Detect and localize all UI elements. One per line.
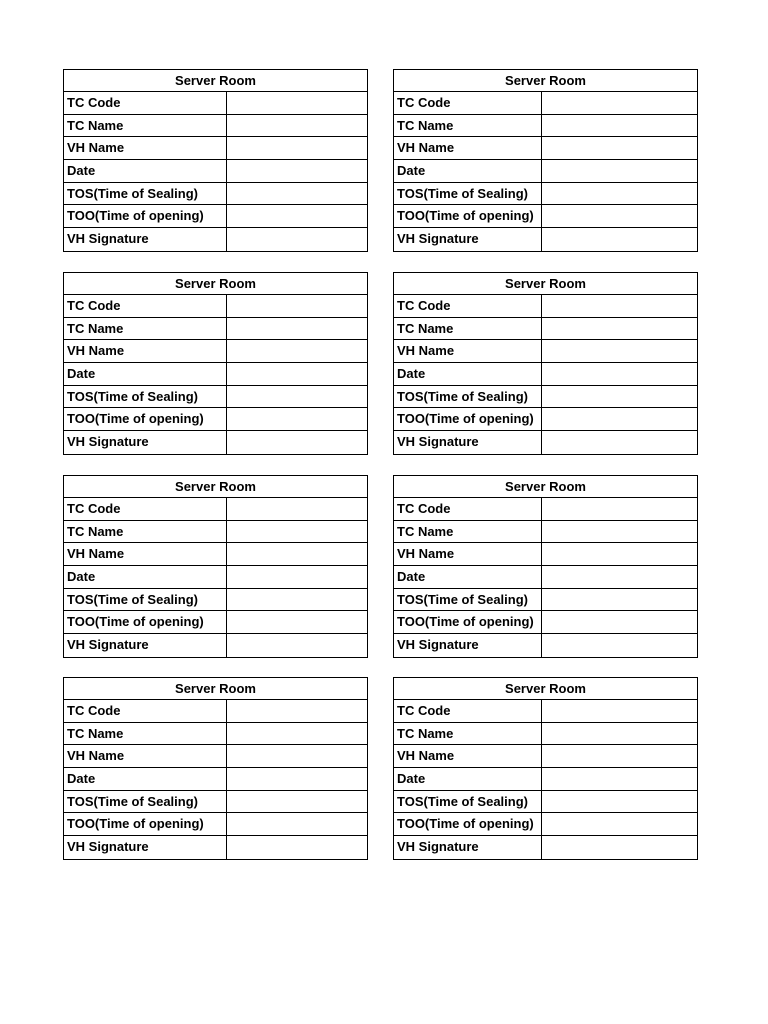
field-value-cell[interactable] xyxy=(542,543,697,565)
field-value-cell[interactable] xyxy=(542,498,697,520)
field-label: VH Signature xyxy=(64,634,227,657)
form-row xyxy=(64,745,367,768)
field-value-cell[interactable] xyxy=(227,498,367,520)
field-label: VH Name xyxy=(64,543,227,565)
field-label: TC Name xyxy=(394,521,542,543)
field-label: VH Signature xyxy=(64,228,227,251)
form-row xyxy=(394,723,697,746)
field-value-cell[interactable] xyxy=(227,723,367,745)
form-row xyxy=(394,363,697,386)
field-label: TC Name xyxy=(64,723,227,745)
form-row xyxy=(64,723,367,746)
field-value-cell[interactable] xyxy=(542,408,697,430)
server-room-form xyxy=(393,677,698,860)
form-row xyxy=(394,791,697,814)
field-label: TOO(Time of opening) xyxy=(394,611,542,633)
form-row xyxy=(394,634,697,657)
form-row xyxy=(64,768,367,791)
form-row xyxy=(394,700,697,723)
field-value-cell[interactable] xyxy=(542,160,697,182)
form-row xyxy=(64,340,367,363)
form-row xyxy=(394,813,697,836)
field-value-cell[interactable] xyxy=(227,768,367,790)
field-value-cell[interactable] xyxy=(227,589,367,611)
form-row xyxy=(64,813,367,836)
field-label: TOS(Time of Sealing) xyxy=(64,589,227,611)
field-label: Date xyxy=(394,768,542,790)
field-label: VH Name xyxy=(394,340,542,362)
field-label: Date xyxy=(394,363,542,385)
field-value-cell[interactable] xyxy=(227,634,367,657)
form-row xyxy=(64,183,367,206)
field-label: TOO(Time of opening) xyxy=(64,205,227,227)
form-row xyxy=(394,160,697,183)
form-row xyxy=(394,566,697,589)
field-label: TOO(Time of opening) xyxy=(64,408,227,430)
field-label: Date xyxy=(64,768,227,790)
field-value-cell[interactable] xyxy=(227,543,367,565)
form-title: Server Room xyxy=(64,273,367,295)
field-label: TC Name xyxy=(394,318,542,340)
field-value-cell[interactable] xyxy=(542,318,697,340)
form-row xyxy=(64,611,367,634)
field-label: VH Signature xyxy=(394,228,542,251)
field-label: TC Name xyxy=(64,521,227,543)
form-row xyxy=(394,295,697,318)
field-value-cell[interactable] xyxy=(227,92,367,114)
field-label: Date xyxy=(64,160,227,182)
form-row xyxy=(394,498,697,521)
form-row xyxy=(64,137,367,160)
field-value-cell[interactable] xyxy=(227,813,367,835)
field-value-cell[interactable] xyxy=(542,589,697,611)
field-value-cell[interactable] xyxy=(227,791,367,813)
form-title: Server Room xyxy=(64,70,367,92)
field-value-cell[interactable] xyxy=(227,408,367,430)
field-label: TC Code xyxy=(394,498,542,520)
field-label: VH Name xyxy=(394,137,542,159)
form-row xyxy=(394,115,697,138)
field-label: TC Code xyxy=(64,92,227,114)
field-value-cell[interactable] xyxy=(542,813,697,835)
field-label: VH Name xyxy=(394,745,542,767)
field-value-cell[interactable] xyxy=(542,745,697,767)
form-row xyxy=(64,115,367,138)
field-value-cell[interactable] xyxy=(227,318,367,340)
field-value-cell[interactable] xyxy=(542,521,697,543)
form-row xyxy=(64,431,367,454)
field-label: Date xyxy=(64,566,227,588)
field-value-cell[interactable] xyxy=(542,566,697,588)
server-room-form xyxy=(63,677,368,860)
form-row xyxy=(394,205,697,228)
field-label: TOO(Time of opening) xyxy=(64,611,227,633)
field-value-cell[interactable] xyxy=(542,295,697,317)
field-value-cell[interactable] xyxy=(542,137,697,159)
form-row xyxy=(394,521,697,544)
form-row xyxy=(394,745,697,768)
field-label: TOO(Time of opening) xyxy=(394,813,542,835)
form-row xyxy=(394,318,697,341)
form-row xyxy=(64,295,367,318)
field-value-cell[interactable] xyxy=(227,183,367,205)
field-label: VH Name xyxy=(394,543,542,565)
field-label: TC Name xyxy=(394,723,542,745)
server-room-form xyxy=(63,69,368,252)
field-label: VH Name xyxy=(64,137,227,159)
field-label: TOO(Time of opening) xyxy=(394,205,542,227)
form-row xyxy=(394,228,697,251)
field-label: TOO(Time of opening) xyxy=(64,813,227,835)
field-label: TOS(Time of Sealing) xyxy=(394,183,542,205)
field-label: VH Signature xyxy=(64,836,227,859)
field-label: TC Code xyxy=(64,700,227,722)
field-label: TC Code xyxy=(394,700,542,722)
field-value-cell[interactable] xyxy=(227,611,367,633)
field-label: TC Name xyxy=(394,115,542,137)
field-label: TOS(Time of Sealing) xyxy=(64,183,227,205)
field-value-cell[interactable] xyxy=(227,386,367,408)
form-row xyxy=(64,92,367,115)
field-value-cell[interactable] xyxy=(227,137,367,159)
field-value-cell[interactable] xyxy=(542,340,697,362)
form-row xyxy=(64,408,367,431)
field-value-cell[interactable] xyxy=(542,228,697,251)
field-value-cell[interactable] xyxy=(542,791,697,813)
form-row xyxy=(64,634,367,657)
field-label: VH Signature xyxy=(394,634,542,657)
server-room-form xyxy=(393,272,698,455)
field-value-cell[interactable] xyxy=(227,160,367,182)
field-value-cell[interactable] xyxy=(542,431,697,454)
field-value-cell[interactable] xyxy=(542,205,697,227)
field-label: TC Name xyxy=(64,115,227,137)
form-row xyxy=(64,386,367,409)
field-value-cell[interactable] xyxy=(542,611,697,633)
field-label: TC Code xyxy=(64,295,227,317)
field-value-cell[interactable] xyxy=(227,700,367,722)
field-label: Date xyxy=(64,363,227,385)
form-title: Server Room xyxy=(64,678,367,700)
field-label: VH Signature xyxy=(394,836,542,859)
field-value-cell[interactable] xyxy=(227,745,367,767)
field-value-cell[interactable] xyxy=(227,521,367,543)
field-value-cell[interactable] xyxy=(227,363,367,385)
field-value-cell[interactable] xyxy=(542,183,697,205)
field-label: TC Code xyxy=(64,498,227,520)
field-value-cell[interactable] xyxy=(542,768,697,790)
field-label: TC Code xyxy=(394,295,542,317)
field-label: VH Name xyxy=(64,745,227,767)
field-label: TOS(Time of Sealing) xyxy=(394,791,542,813)
form-title: Server Room xyxy=(394,273,697,295)
form-row xyxy=(64,700,367,723)
form-title: Server Room xyxy=(394,70,697,92)
field-label: Date xyxy=(394,566,542,588)
field-value-cell[interactable] xyxy=(542,115,697,137)
field-value-cell[interactable] xyxy=(542,723,697,745)
form-row xyxy=(64,318,367,341)
field-value-cell[interactable] xyxy=(227,205,367,227)
field-label: VH Name xyxy=(64,340,227,362)
field-value-cell[interactable] xyxy=(227,836,367,859)
field-label: TOS(Time of Sealing) xyxy=(394,589,542,611)
server-room-form xyxy=(393,69,698,252)
field-label: VH Signature xyxy=(394,431,542,454)
form-row xyxy=(64,589,367,612)
form-row xyxy=(394,611,697,634)
field-label: TOS(Time of Sealing) xyxy=(394,386,542,408)
field-value-cell[interactable] xyxy=(542,92,697,114)
server-room-form xyxy=(393,475,698,658)
form-row xyxy=(64,498,367,521)
field-value-cell[interactable] xyxy=(227,228,367,251)
server-room-form xyxy=(63,272,368,455)
form-row xyxy=(394,589,697,612)
field-label: TOS(Time of Sealing) xyxy=(64,791,227,813)
form-title: Server Room xyxy=(394,476,697,498)
field-label: VH Signature xyxy=(64,431,227,454)
field-value-cell[interactable] xyxy=(227,115,367,137)
form-row xyxy=(64,363,367,386)
field-value-cell[interactable] xyxy=(542,386,697,408)
form-row xyxy=(394,543,697,566)
form-title: Server Room xyxy=(64,476,367,498)
form-row xyxy=(64,521,367,544)
field-value-cell[interactable] xyxy=(227,566,367,588)
form-row xyxy=(394,408,697,431)
form-row xyxy=(394,340,697,363)
field-label: TC Code xyxy=(394,92,542,114)
field-label: TOS(Time of Sealing) xyxy=(64,386,227,408)
field-label: TOO(Time of opening) xyxy=(394,408,542,430)
form-row xyxy=(64,160,367,183)
field-value-cell[interactable] xyxy=(227,295,367,317)
form-row xyxy=(394,183,697,206)
form-row xyxy=(64,566,367,589)
form-row xyxy=(394,836,697,859)
form-row xyxy=(64,791,367,814)
form-row xyxy=(394,92,697,115)
field-value-cell[interactable] xyxy=(227,340,367,362)
server-room-form xyxy=(63,475,368,658)
field-label: TC Name xyxy=(64,318,227,340)
field-value-cell[interactable] xyxy=(542,363,697,385)
form-row xyxy=(394,431,697,454)
form-row xyxy=(64,205,367,228)
field-value-cell[interactable] xyxy=(542,836,697,859)
form-row xyxy=(394,137,697,160)
field-label: Date xyxy=(394,160,542,182)
form-title: Server Room xyxy=(394,678,697,700)
field-value-cell[interactable] xyxy=(227,431,367,454)
form-row xyxy=(394,768,697,791)
form-row xyxy=(394,386,697,409)
form-row xyxy=(64,543,367,566)
form-row xyxy=(64,228,367,251)
field-value-cell[interactable] xyxy=(542,634,697,657)
field-value-cell[interactable] xyxy=(542,700,697,722)
form-row xyxy=(64,836,367,859)
